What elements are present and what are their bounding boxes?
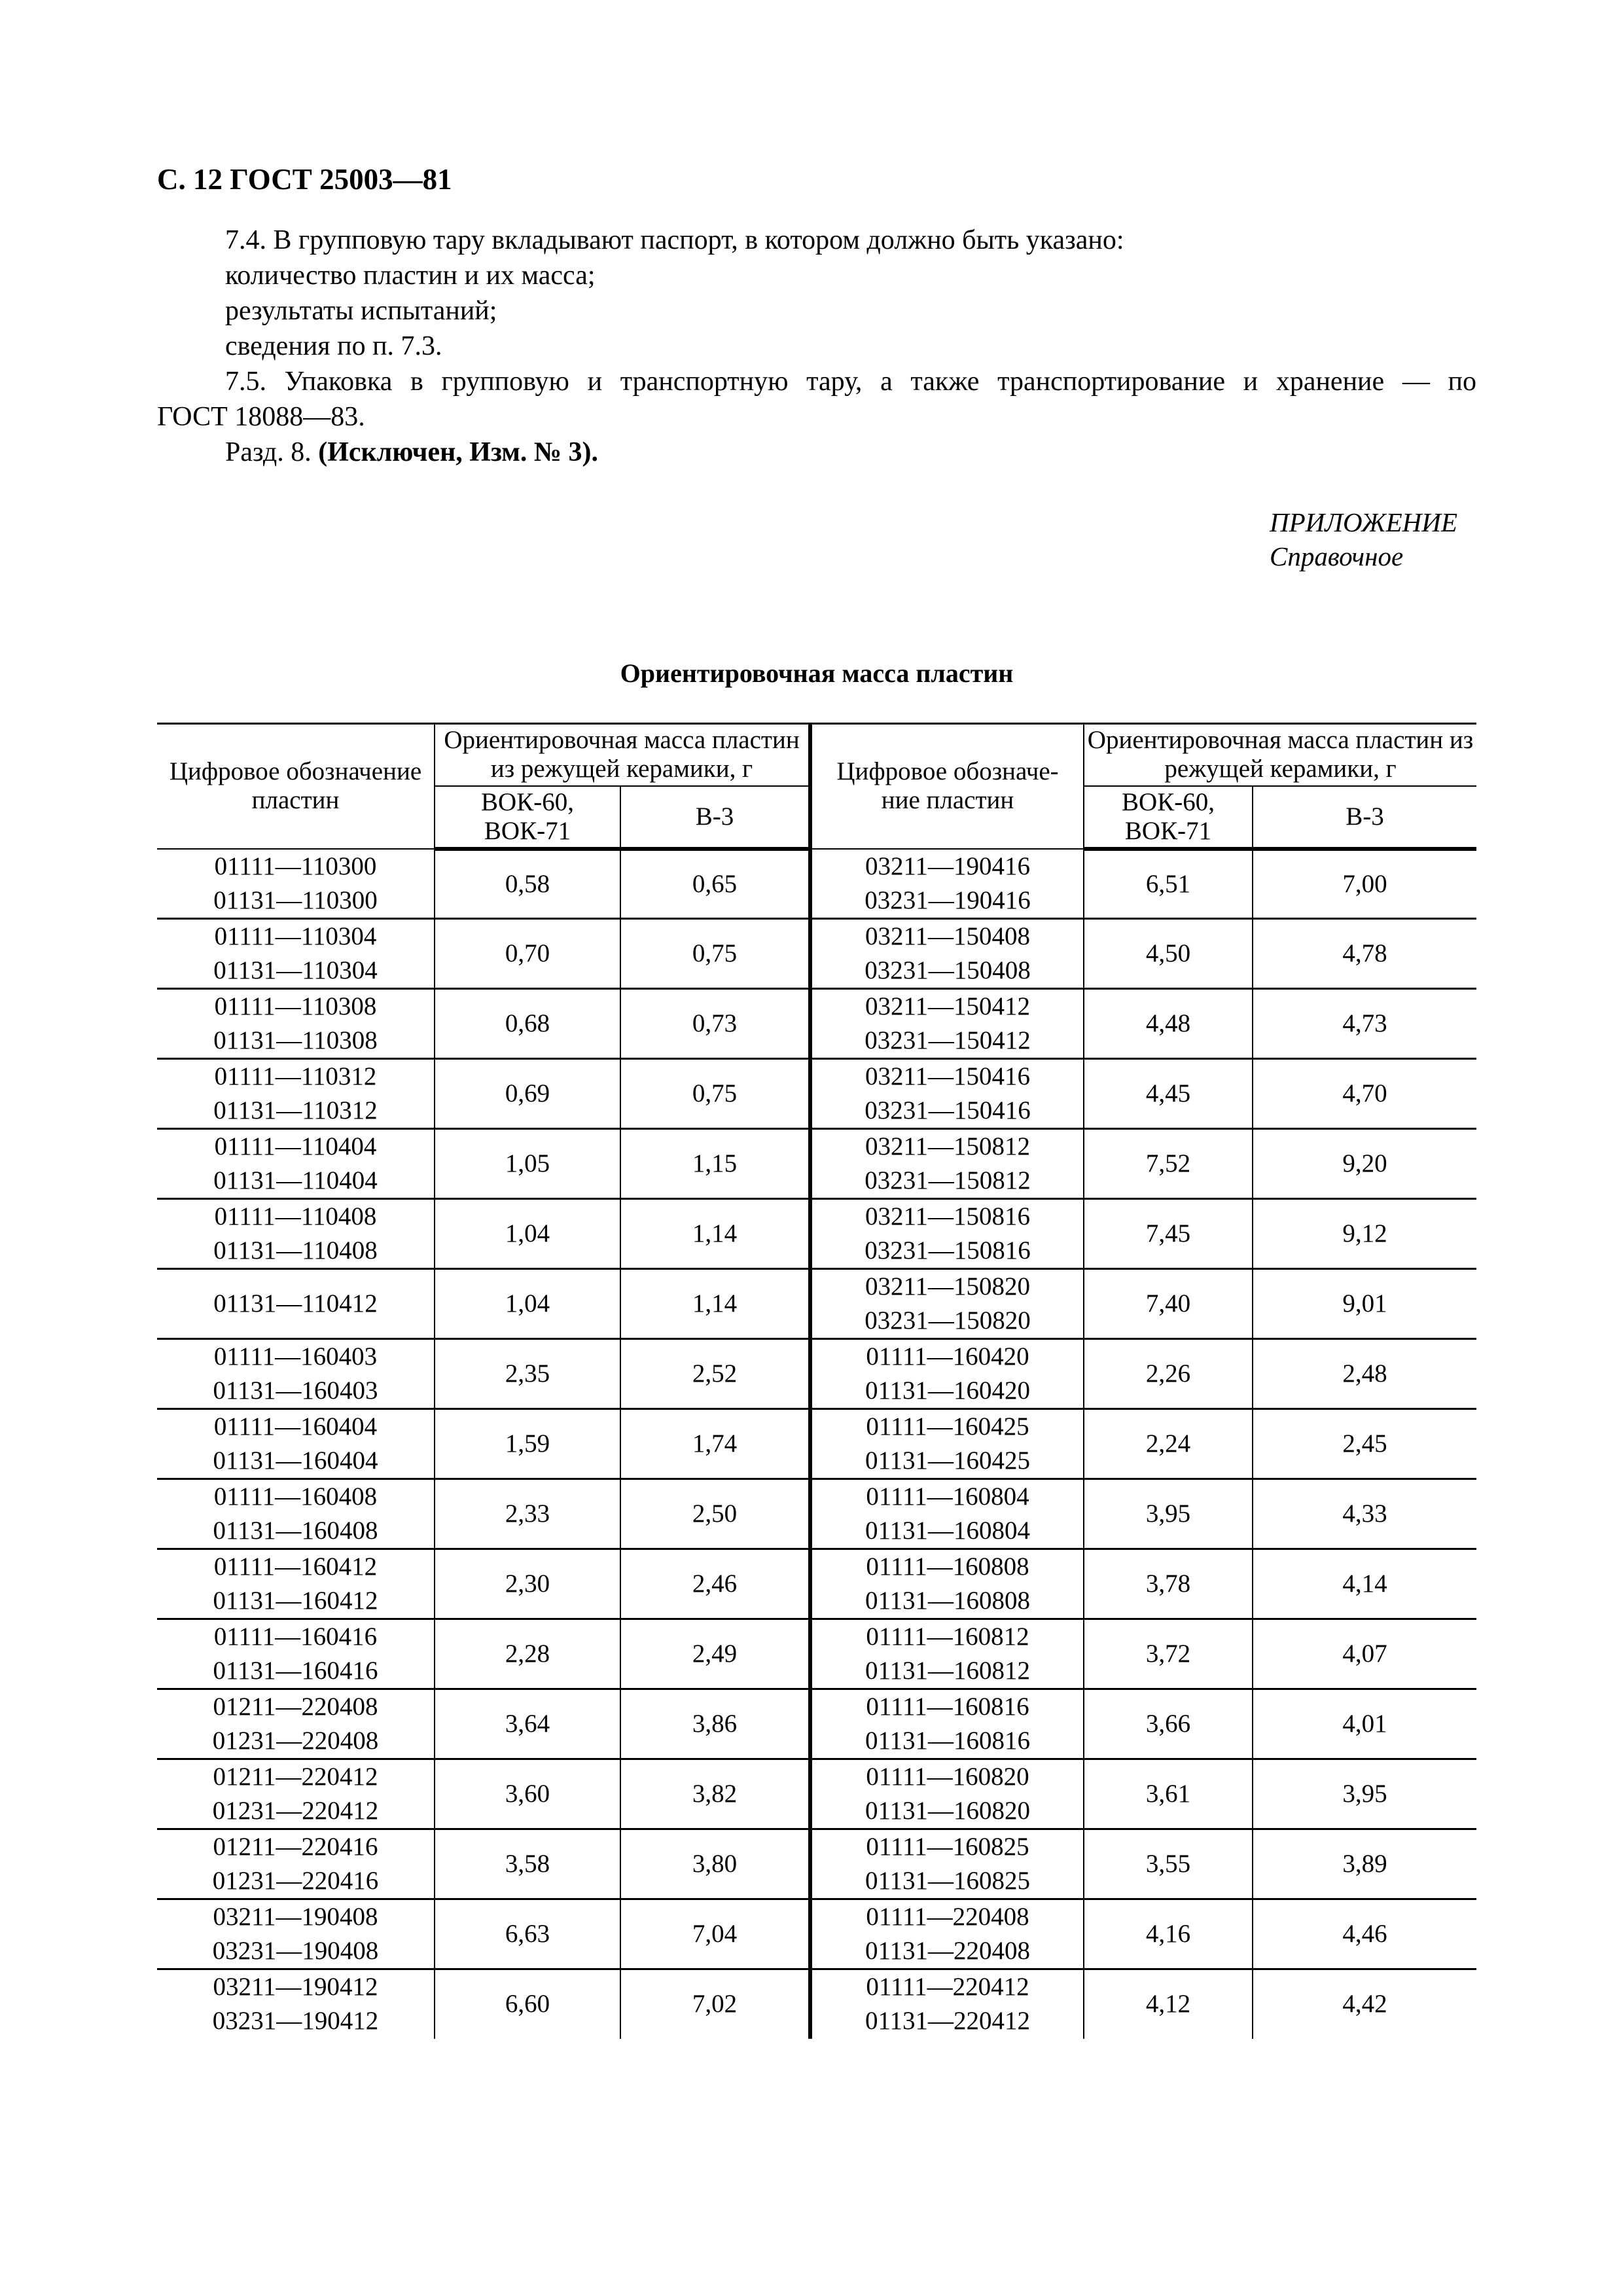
mass-vok-left: 1,04: [435, 1268, 620, 1338]
mass-vok-right: 2,26: [1084, 1338, 1253, 1408]
table-row: [157, 1899, 1476, 1969]
mass-vok-left: 0,69: [435, 1058, 620, 1128]
code-cell-right: 01111—160816 01131—160816: [810, 1689, 1084, 1759]
table-row: [157, 1759, 1476, 1829]
mass-vok-right: 4,50: [1084, 918, 1253, 988]
intro-section: [157, 223, 1476, 470]
mass-b3-right: 3,95: [1253, 1759, 1476, 1829]
table-row: [157, 1689, 1476, 1759]
table-row: [157, 1058, 1476, 1128]
code-cell-left: 01111—110312 01131—110312: [157, 1058, 435, 1128]
section-8-label: Разд. 8.: [225, 437, 319, 467]
mass-b3-left: 0,65: [620, 849, 810, 919]
mass-b3-left: 0,75: [620, 918, 810, 988]
mass-b3-left: 0,75: [620, 1058, 810, 1128]
mass-vok-left: 2,30: [435, 1549, 620, 1619]
code-cell-right: 01111—160825 01131—160825: [810, 1829, 1084, 1899]
table-row: [157, 1479, 1476, 1549]
code-cell-right: 01111—160425 01131—160425: [810, 1408, 1084, 1479]
code-cell-right: 03211—150812 03231—150812: [810, 1128, 1084, 1198]
mass-vok-left: 1,04: [435, 1198, 620, 1268]
mass-vok-right: 4,12: [1084, 1969, 1253, 2039]
mass-table-body: [157, 849, 1476, 2039]
mass-b3-left: 1,14: [620, 1198, 810, 1268]
section-8-note: [157, 435, 1476, 470]
mass-vok-left: 6,60: [435, 1969, 620, 2039]
mass-b3-right: 4,07: [1253, 1619, 1476, 1689]
mass-vok-left: 6,63: [435, 1899, 620, 1969]
code-cell-right: 03211—150412 03231—150412: [810, 988, 1084, 1058]
mass-b3-right: 4,01: [1253, 1689, 1476, 1759]
code-cell-left: 01131—110412: [157, 1268, 435, 1338]
mass-b3-right: 9,01: [1253, 1268, 1476, 1338]
passport-item-info: сведения по п. 7.3.: [225, 331, 442, 361]
mass-b3-right: 4,70: [1253, 1058, 1476, 1128]
code-cell-left: 03211—190412 03231—190412: [212, 1973, 379, 2036]
header-b3-left: В-3: [620, 786, 810, 849]
mass-vok-left: 3,60: [435, 1759, 620, 1829]
mass-b3-right: 2,48: [1253, 1338, 1476, 1408]
code-cell-left: 01111—160404 01131—160404: [157, 1408, 435, 1479]
mass-b3-left: 2,50: [620, 1479, 810, 1549]
table-row: [157, 1619, 1476, 1689]
code-cell-left: 01211—220408 01231—220408: [157, 1689, 435, 1759]
code-cell-right: 01111—160420 01131—160420: [810, 1338, 1084, 1408]
mass-b3-right: 2,45: [1253, 1408, 1476, 1479]
table-row: [157, 1198, 1476, 1268]
mass-b3-left: 3,86: [620, 1689, 810, 1759]
mass-vok-left: 2,28: [435, 1619, 620, 1689]
mass-b3-left: 1,74: [620, 1408, 810, 1479]
code-cell-left: 01211—220412 01231—220412: [157, 1759, 435, 1829]
code-cell-right: 03211—150816 03231—150816: [810, 1198, 1084, 1268]
appendix-title: ПРИЛОЖЕНИЕ: [1270, 507, 1457, 537]
code-cell-right: 01111—160820 01131—160820: [810, 1759, 1084, 1829]
mass-vok-right: 3,95: [1084, 1479, 1253, 1549]
mass-vok-left: 0,58: [435, 849, 620, 919]
appendix-label: [1270, 505, 1457, 573]
mass-b3-right: 4,33: [1253, 1479, 1476, 1549]
code-cell-left: 01111—110304 01131—110304: [157, 918, 435, 988]
header-b3-right: В-3: [1253, 786, 1476, 849]
paragraph-7-5: 7.5. Упаковка в групповую и транспортную тару, а также транспортирование и хранение — по: [225, 367, 1476, 397]
code-cell-right: 01111—160808 01131—160808: [810, 1549, 1084, 1619]
code-cell-right: 01111—220412 01131—220412: [810, 1969, 1084, 2039]
mass-vok-left: 3,64: [435, 1689, 620, 1759]
table-row: [157, 849, 1476, 919]
mass-b3-right: 3,89: [1253, 1829, 1476, 1899]
code-cell-right: 03211—150820 03231—150820: [810, 1268, 1084, 1338]
table-row: [157, 988, 1476, 1058]
mass-vok-left: 1,05: [435, 1128, 620, 1198]
table-row: [157, 1268, 1476, 1338]
mass-b3-right: 9,12: [1253, 1198, 1476, 1268]
header-mass-left: Ориентировочная масса пластин из режущей керамики, г: [435, 724, 810, 786]
mass-vok-right: 4,45: [1084, 1058, 1253, 1128]
mass-b3-left: 1,15: [620, 1128, 810, 1198]
table-row: [157, 1338, 1476, 1408]
mass-table: [157, 723, 1476, 2039]
table-row: [157, 1128, 1476, 1198]
mass-vok-left: 1,59: [435, 1408, 620, 1479]
appendix-subtitle: Справочное: [1270, 541, 1404, 571]
mass-vok-right: 7,40: [1084, 1268, 1253, 1338]
mass-vok-right: 3,61: [1084, 1759, 1253, 1829]
code-cell-right: 01111—160804 01131—160804: [810, 1479, 1084, 1549]
code-cell-left: 01111—160408 01131—160408: [157, 1479, 435, 1549]
mass-b3-left: 7,02: [620, 1969, 810, 2039]
header-code-left: Цифровое обозначение пластин: [157, 724, 435, 849]
table-row: [157, 918, 1476, 988]
code-cell-right: 01111—220408 01131—220408: [810, 1899, 1084, 1969]
mass-vok-right: 4,48: [1084, 988, 1253, 1058]
mass-vok-left: 2,33: [435, 1479, 620, 1549]
mass-b3-right: 9,20: [1253, 1128, 1476, 1198]
code-cell-right: 03211—150408 03231—150408: [810, 918, 1084, 988]
code-cell-right: 03211—190416 03231—190416: [810, 849, 1084, 919]
table-title: Ориентировочная масса пластин: [620, 658, 1014, 688]
mass-vok-right: 7,45: [1084, 1198, 1253, 1268]
code-cell-left: 01111—160412 01131—160412: [157, 1549, 435, 1619]
paragraph-7-5-continuation: ГОСТ 18088—83.: [157, 402, 365, 432]
table-row: [157, 1829, 1476, 1899]
passport-item-quantity: количество пластин и их масса;: [225, 260, 596, 291]
code-cell-right: 01111—160812 01131—160812: [810, 1619, 1084, 1689]
code-cell-left: 03211—190408 03231—190408: [157, 1899, 435, 1969]
section-8-excluded: (Исключен, Изм. № 3).: [318, 437, 599, 467]
mass-vok-left: 0,70: [435, 918, 620, 988]
mass-b3-left: 0,73: [620, 988, 810, 1058]
mass-vok-left: 3,58: [435, 1829, 620, 1899]
mass-b3-right: 4,73: [1253, 988, 1476, 1058]
mass-b3-left: 7,04: [620, 1899, 810, 1969]
code-cell-left: 01111—110308 01131—110308: [157, 988, 435, 1058]
mass-vok-right: 3,55: [1084, 1829, 1253, 1899]
header-code-right: Цифровое обозначе- ние пластин: [810, 724, 1084, 849]
mass-b3-right: 4,46: [1253, 1899, 1476, 1969]
header-vok-left: ВОК-60, ВОК-71: [435, 786, 620, 849]
mass-b3-left: 2,46: [620, 1549, 810, 1619]
mass-vok-right: 7,52: [1084, 1128, 1253, 1198]
mass-b3-left: 3,82: [620, 1759, 810, 1829]
code-cell-right: 03211—150416 03231—150416: [810, 1058, 1084, 1128]
mass-vok-right: 3,66: [1084, 1689, 1253, 1759]
mass-vok-left: 0,68: [435, 988, 620, 1058]
mass-b3-right: 4,78: [1253, 918, 1476, 988]
paragraph-7-4: 7.4. В групповую тару вкладывают паспорт, в котором должно быть указано:: [225, 225, 1124, 255]
table-row: [157, 1549, 1476, 1619]
passport-item-results: результаты испытаний;: [225, 296, 497, 326]
mass-b3-left: 1,14: [620, 1268, 810, 1338]
mass-b3-right: 7,00: [1253, 849, 1476, 919]
mass-vok-right: 4,16: [1084, 1899, 1253, 1969]
code-cell-left: 01111—160416 01131—160416: [157, 1619, 435, 1689]
mass-vok-left: 2,35: [435, 1338, 620, 1408]
header-mass-right: Ориентировочная масса пластин из режущей керамики, г: [1084, 724, 1476, 786]
code-cell-left: 01211—220416 01231—220416: [157, 1829, 435, 1899]
mass-vok-right: 3,72: [1084, 1619, 1253, 1689]
header-vok-right: ВОК-60, ВОК-71: [1084, 786, 1253, 849]
mass-b3-left: 2,52: [620, 1338, 810, 1408]
mass-b3-left: 2,49: [620, 1619, 810, 1689]
mass-b3-right: 4,42: [1253, 1969, 1476, 2039]
table-row: [157, 1408, 1476, 1479]
mass-b3-left: 3,80: [620, 1829, 810, 1899]
mass-b3-right: 4,14: [1253, 1549, 1476, 1619]
mass-vok-right: 2,24: [1084, 1408, 1253, 1479]
code-cell-left: 01111—160403 01131—160403: [157, 1338, 435, 1408]
page-header: С. 12 ГОСТ 25003—81: [157, 163, 452, 196]
code-cell-left: 01111—110404 01131—110404: [157, 1128, 435, 1198]
mass-vok-right: 3,78: [1084, 1549, 1253, 1619]
mass-vok-right: 6,51: [1084, 849, 1253, 919]
code-cell-left: 01111—110300 01131—110300: [157, 849, 435, 919]
table-row: [157, 1969, 1476, 2039]
code-cell-left: 01111—110408 01131—110408: [157, 1198, 435, 1268]
